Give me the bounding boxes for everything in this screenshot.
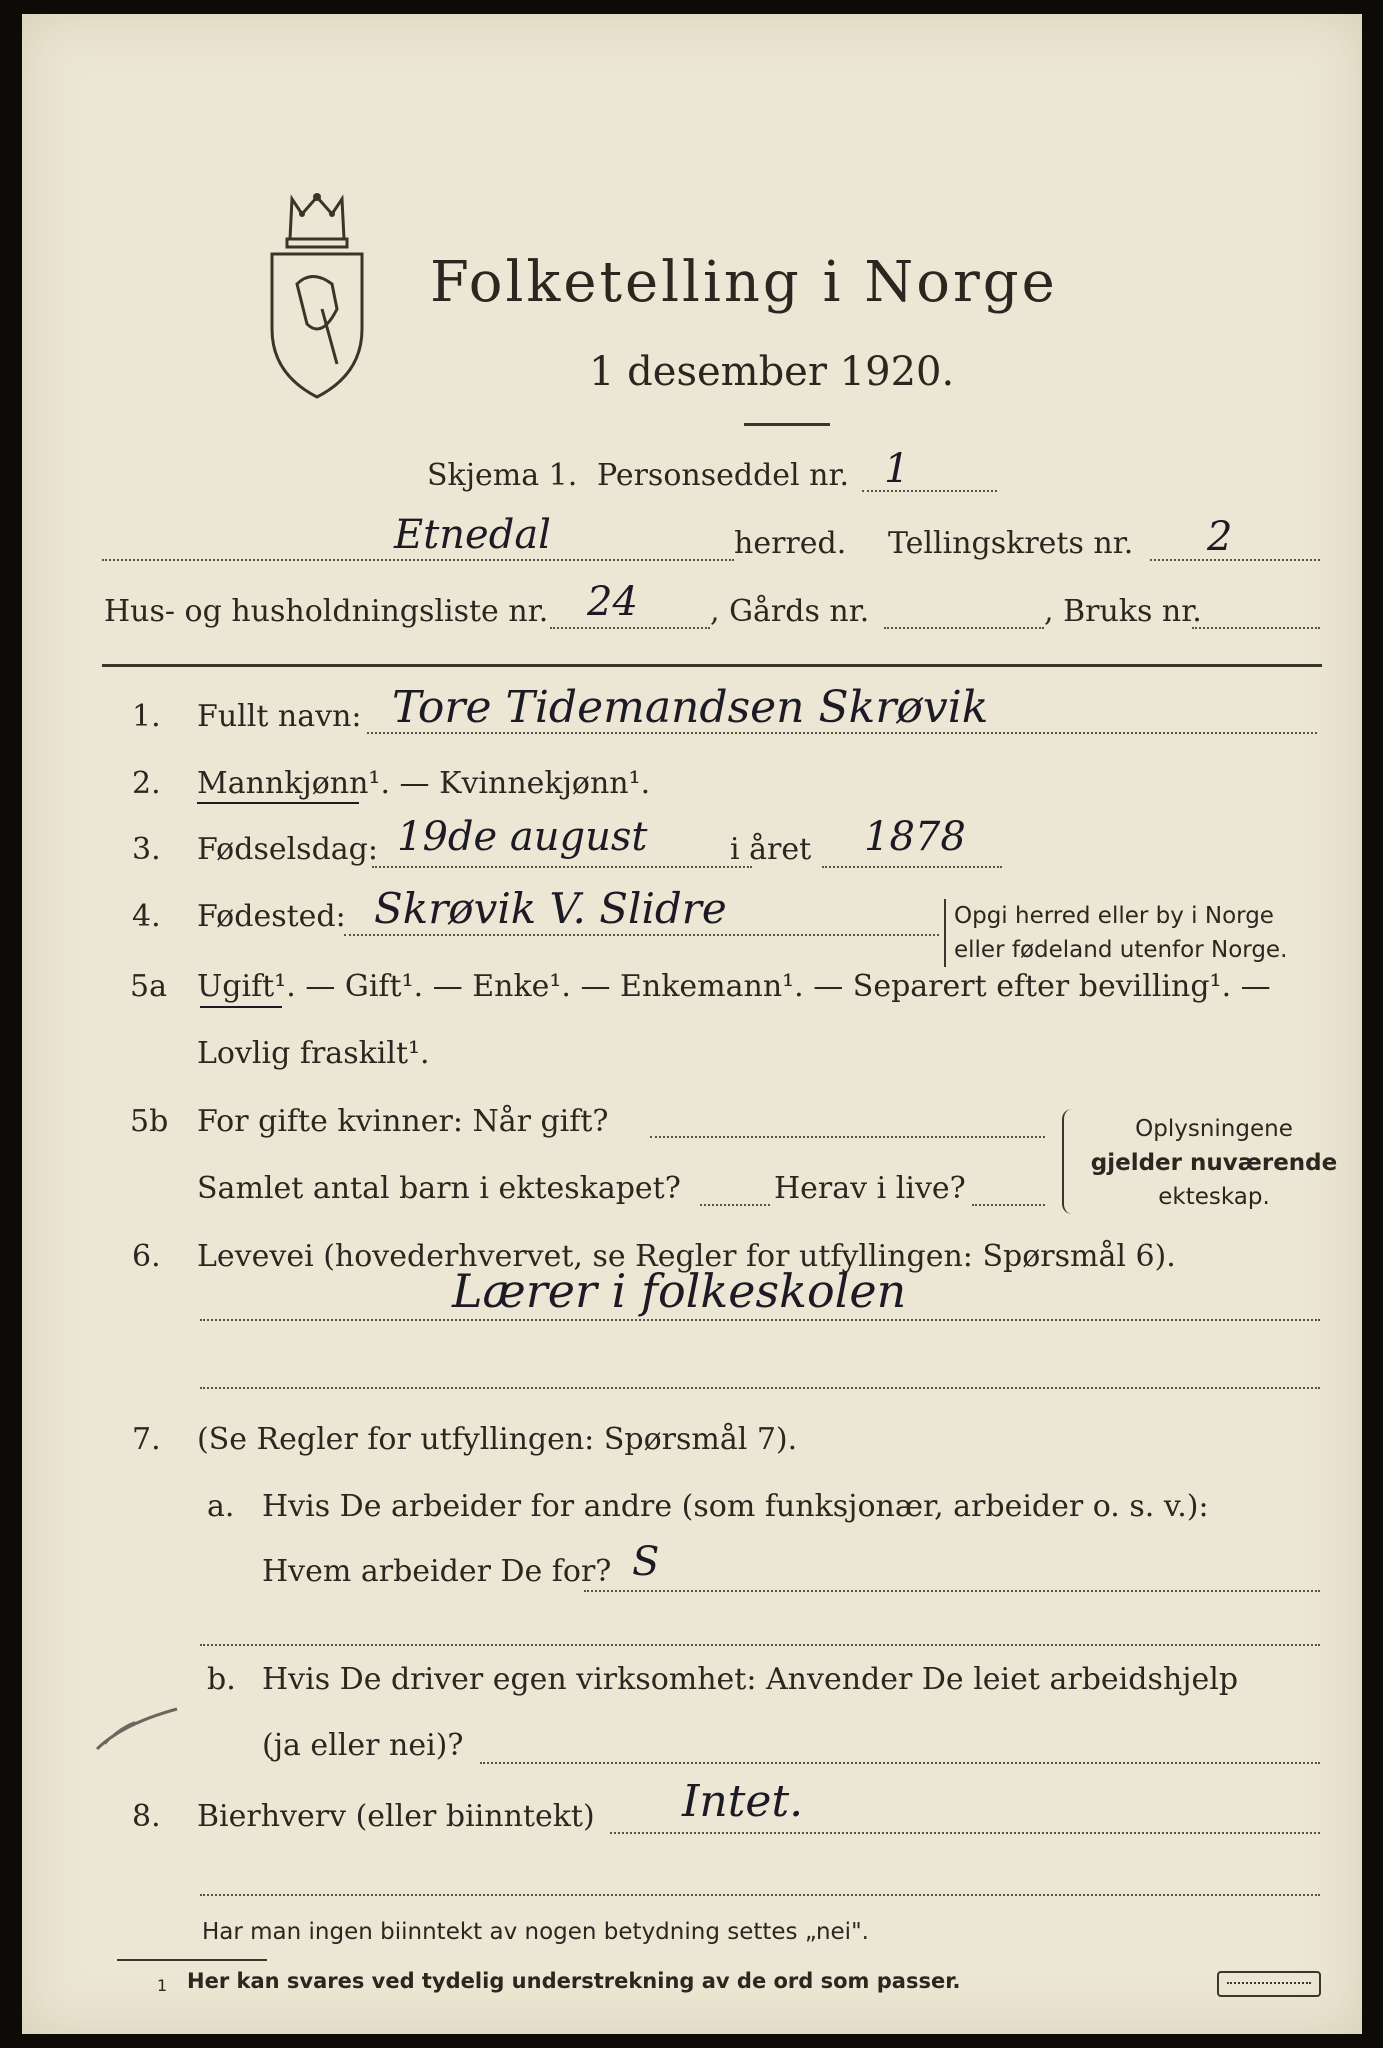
bruks-line (1192, 627, 1320, 629)
q3-year-value: 1878 (864, 814, 966, 860)
q5b-line2a: Samlet antal barn i ekteskapet? (197, 1171, 681, 1206)
q4-value: Skrøvik V. Slidre (374, 884, 727, 933)
husholdning-label: Hus- og husholdningsliste nr. (104, 594, 549, 629)
q8-value: Intet. (682, 1776, 804, 1827)
q7b-line2: (ja eller nei)? (262, 1728, 464, 1763)
q7a-extra-line (200, 1644, 1320, 1646)
printer-stamp (1217, 1971, 1321, 1997)
q5b-note-line3: ekteskap. (1158, 1184, 1270, 1210)
q7-number: 7. (132, 1422, 161, 1457)
bruks-label: , Bruks nr. (1044, 594, 1202, 629)
q7a-value: S (632, 1539, 660, 1585)
header-divider (102, 664, 1322, 667)
q7a-line (584, 1590, 1320, 1592)
q2-underline (197, 802, 359, 804)
q5a-number: 5a (130, 969, 167, 1004)
q7-label: (Se Regler for utfyllingen: Spørsmål 7). (197, 1422, 798, 1457)
q2-number: 2. (132, 766, 161, 801)
q5b-note-line2: gjelder nuværende (1090, 1150, 1338, 1176)
q5b-married-line (650, 1136, 1045, 1138)
footnote-divider (117, 1959, 267, 1961)
q5b-alive-line (972, 1204, 1045, 1206)
q5b-line1: For gifte kvinner: Når gift? (197, 1104, 609, 1139)
q4-line (344, 934, 939, 936)
q1-value: Tore Tidemandsen Skrøvik (392, 682, 989, 733)
q3-day-line (372, 866, 752, 868)
q5b-note-line1: Oplysningene (1135, 1116, 1293, 1142)
page-title: Folketelling i Norge (430, 250, 1058, 315)
q3-day-value: 19de august (397, 814, 648, 860)
q6-value: Lærer i folkeskolen (452, 1264, 907, 1318)
q6-number: 6. (132, 1239, 161, 1274)
q4-note (944, 899, 1287, 967)
q7b-line1: Hvis De driver egen virksomhet: Anvender De leiet arbeidshjelp (262, 1662, 1239, 1697)
title-divider (744, 423, 830, 426)
q5b-children-line (700, 1204, 770, 1206)
personseddel-label: Personseddel nr. (597, 458, 850, 493)
q2-label: Mannkjønn¹. — Kvinnekjønn¹. (197, 766, 651, 801)
census-form (22, 14, 1362, 2034)
q7a-line2: Hvem arbeider De for? (262, 1554, 612, 1589)
q4-number: 4. (132, 899, 161, 934)
skjema-label: Skjema 1. (427, 458, 578, 493)
herred-label: herred. (734, 526, 847, 561)
coat-of-arms-icon (262, 189, 372, 404)
q8-extra-line (200, 1894, 1320, 1896)
q8-label: Bierhverv (eller biinntekt) (197, 1799, 595, 1834)
census-date: 1 desember 1920. (589, 349, 955, 395)
tellingskrets-value: 2 (1207, 514, 1233, 560)
q5a-line1: Ugift¹. — Gift¹. — Enke¹. — Enkemann¹. — Separert efter bevilling¹. — (197, 969, 1271, 1004)
q4-label: Fødested: (197, 899, 346, 934)
q4-note-line2: eller fødeland utenfor Norge. (954, 937, 1288, 963)
q5b-note (1084, 1112, 1344, 1214)
q4-note-line1: Opgi herred eller by i Norge (954, 903, 1274, 929)
q7b-number: b. (207, 1662, 236, 1697)
q6-label: Levevei (hovederhvervet, se Regler for utfyllingen: Spørsmål 6). (197, 1239, 1176, 1274)
q7a-number: a. (207, 1489, 235, 1524)
personseddel-value: 1 (884, 446, 910, 492)
q5b-number: 5b (130, 1104, 169, 1139)
q5b-line2b: Herav i live? (774, 1171, 966, 1206)
husholdning-value: 24 (587, 579, 638, 625)
q6-line2 (200, 1387, 1320, 1389)
q1-number: 1. (132, 699, 161, 734)
q3-label: Fødselsdag: (197, 832, 378, 867)
municipality-line (102, 559, 734, 561)
q8-line (610, 1832, 1320, 1834)
q1-label: Fullt navn: (197, 699, 362, 734)
q5a-line2: Lovlig fraskilt¹. (197, 1036, 430, 1071)
municipality-value: Etnedal (394, 512, 551, 558)
q5b-note-brace (1062, 1109, 1084, 1214)
gards-line (884, 627, 1044, 629)
gards-label: , Gårds nr. (710, 594, 870, 629)
q8-number: 8. (132, 1799, 161, 1834)
tellingskrets-label: Tellingskrets nr. (888, 526, 1134, 561)
q3-number: 3. (132, 832, 161, 867)
q6-line1 (200, 1319, 1320, 1321)
q7a-line1: Hvis De arbeider for andre (som funksjonær, arbeider o. s. v.): (262, 1489, 1209, 1524)
personseddel-line (862, 490, 997, 492)
footnote-mark: 1 (157, 1976, 168, 1995)
q5a-underline (200, 1006, 282, 1008)
footnote: Her kan svares ved tydelig understrekning av de ord som passer. (187, 1969, 961, 1993)
pencil-mark (77, 1694, 187, 1764)
tellingskrets-line (1150, 559, 1320, 561)
husholdning-line (550, 627, 710, 629)
q7b-line (480, 1762, 1320, 1764)
note-nei: Har man ingen biinntekt av nogen betydning settes „nei". (202, 1919, 869, 1945)
q3-year-line (822, 866, 1002, 868)
q3-year-label: i året (730, 832, 812, 867)
